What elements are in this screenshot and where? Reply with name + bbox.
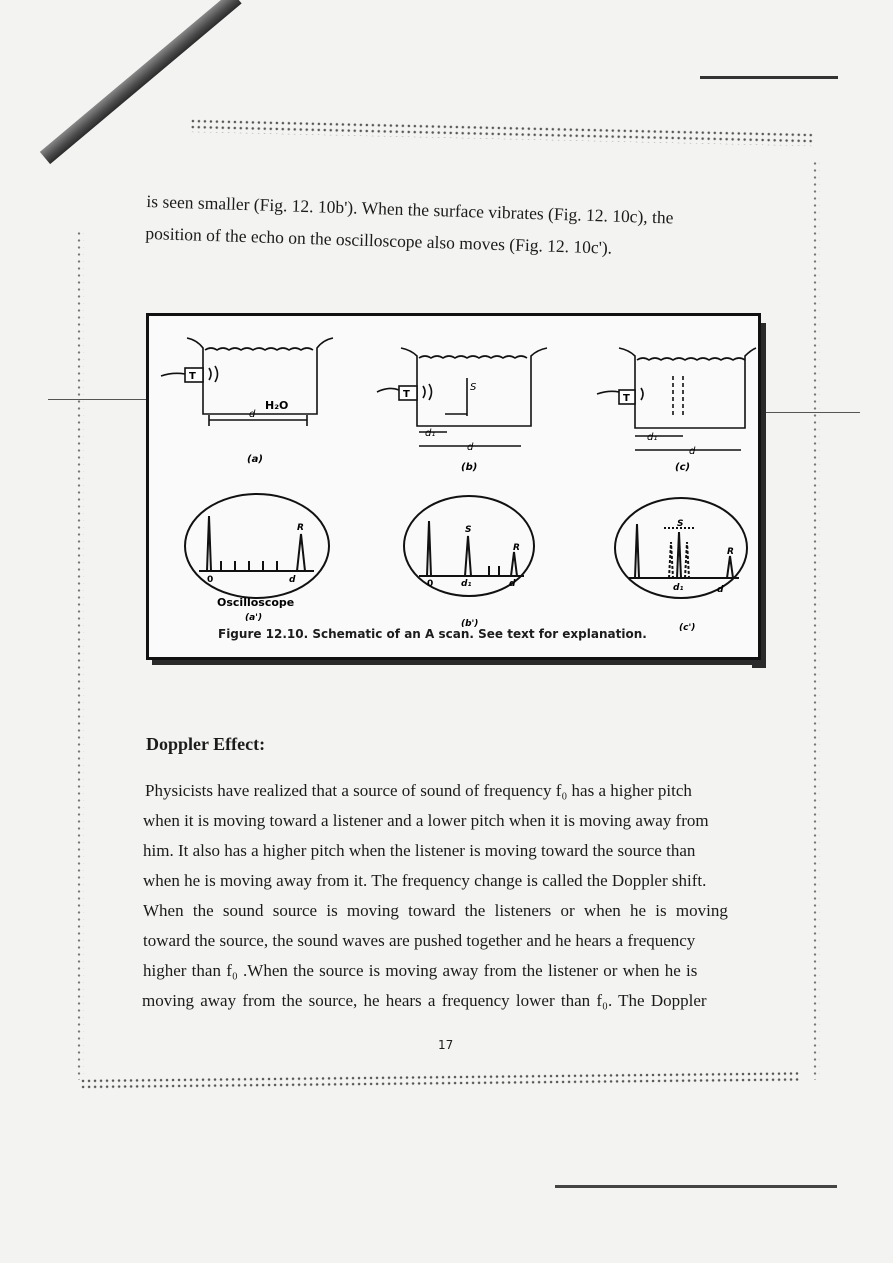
scope-c-r: R xyxy=(727,547,734,557)
paragraph-line-6: toward the source, the sound waves are pushed together and he hears a frequency xyxy=(143,931,696,950)
paragraph-line-7: higher than f₀ .When the source is moving away from the listener or when he is xyxy=(143,961,698,980)
dotted-border-left xyxy=(76,230,84,1080)
section-heading: Doppler Effect: xyxy=(146,734,266,754)
intro-line-1: is seen smaller (Fig. 12. 10b'). When the surface vibrates (Fig. 12. 10c), the xyxy=(146,190,674,228)
intro-paragraph xyxy=(145,185,674,266)
tank-c-d1: d₁ xyxy=(647,432,658,443)
dotted-border-top xyxy=(190,118,815,146)
tank-b-d1: d₁ xyxy=(425,428,436,439)
paragraph-line-8: moving away from the source, he hears a frequency lower than f₀. The Doppler xyxy=(142,991,707,1010)
tank-a xyxy=(161,338,333,426)
panel-b-label: (b) xyxy=(461,462,478,473)
page-edge-bottom xyxy=(555,1185,837,1188)
tank-c xyxy=(597,348,756,450)
scope-b-d: d xyxy=(509,579,516,589)
stray-line-left xyxy=(48,399,148,400)
paragraph-line-1: Physicists have realized that a source of sound of frequency f₀ has a higher pitch xyxy=(145,781,692,800)
figure-caption: Figure 12.10. Schematic of an A scan. See text for explanation. xyxy=(218,627,647,641)
scope-b-s: S xyxy=(465,525,472,535)
tank-b-s: S xyxy=(470,382,477,393)
scope-a-zero: 0 xyxy=(207,575,214,585)
scope-a-d: d xyxy=(289,575,296,585)
scope-c-s: S xyxy=(677,519,684,529)
paragraph-line-3: him. It also has a higher pitch when the listener is moving toward the source than xyxy=(143,841,696,860)
scope-c-label: (c') xyxy=(679,623,696,633)
scope-c-d: d xyxy=(717,585,724,595)
dotted-border-right xyxy=(812,160,820,1080)
scope-a-r: R xyxy=(297,523,304,533)
scope-a-label: (a') xyxy=(245,613,263,623)
page-edge-top xyxy=(700,76,838,79)
binder-rod xyxy=(40,0,242,164)
panel-a-label: (a) xyxy=(247,454,263,465)
scope-b-zero: 0 xyxy=(427,579,434,589)
intro-line-2: position of the echo on the oscilloscope also moves (Fig. 12. 10c'). xyxy=(145,222,613,258)
paragraph-line-2: when it is moving toward a listener and a lower pitch when it is moving away from xyxy=(143,811,709,830)
figure-12-10 xyxy=(146,313,761,660)
stray-line-right xyxy=(765,412,860,413)
tank-c-t: T xyxy=(623,393,630,404)
page-number: 17 xyxy=(438,1038,454,1052)
tank-c-d: d xyxy=(689,446,696,457)
tank-b-t: T xyxy=(403,389,410,400)
paragraph-line-4: when he is moving away from it. The frequency change is called the Doppler shift. xyxy=(143,871,707,890)
scope-b-label: (b') xyxy=(461,619,479,629)
tank-b-d: d xyxy=(467,442,474,453)
oscilloscope-label: Oscilloscope xyxy=(217,596,295,609)
tank-a-t: T xyxy=(189,371,196,382)
figure-diagram xyxy=(149,316,758,657)
tank-a-d: d xyxy=(249,409,256,420)
scope-b-r: R xyxy=(513,543,520,553)
dotted-border-bottom xyxy=(80,1070,800,1090)
paragraph-line-5: When the sound source is moving toward the listeners or when he is moving xyxy=(143,901,728,920)
tank-a-h2o: H₂O xyxy=(265,399,289,412)
scope-b-d1: d₁ xyxy=(461,579,472,589)
panel-c-label: (c) xyxy=(675,462,691,473)
scope-c-d1: d₁ xyxy=(673,583,684,593)
